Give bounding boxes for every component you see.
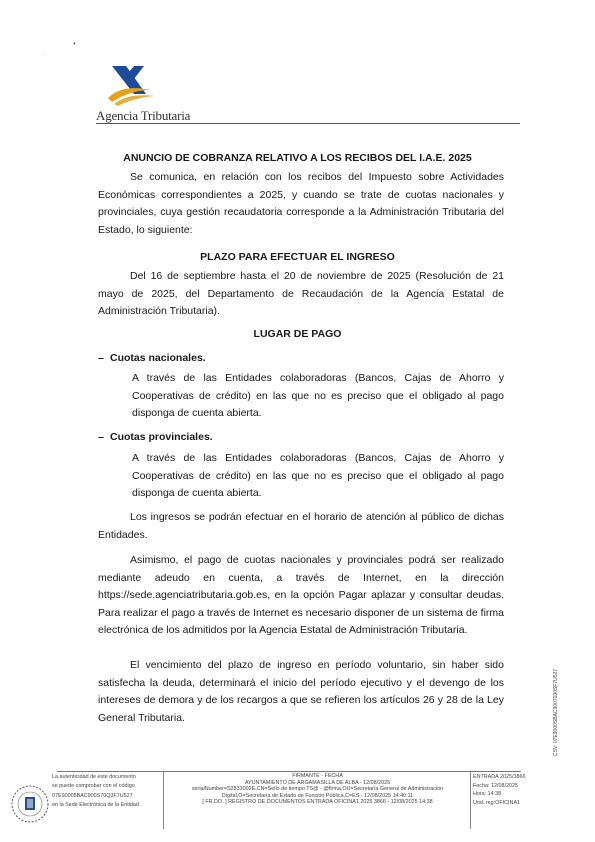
footer-verification-code: 07E90005BAC900S70Q3F7U527 — [52, 792, 133, 799]
footer-registry-date: Fecha: 12/08/2025 — [473, 782, 518, 789]
plazo-heading: PLAZO PARA EFECTUAR EL INGRESO — [200, 251, 395, 263]
footer-registry-time: Hora: 14:38 — [473, 791, 502, 798]
footer-signature-line: [ FR.DO. ] REGISTRO DE DOCUMENTOS ENTRADA OFICINA1 2025 3866 - 12/08/2025 14:38 — [202, 799, 433, 806]
seal-icon — [10, 784, 50, 824]
plazo-paragraph: Del 16 de septiembre hasta el 20 de noviembre de 2025 (Resolución de 21 mayo de 2025, del Departamento de Recaudación de la Agencia Estatal de Administración Tributaria). — [98, 270, 504, 317]
internet-paragraph: Asimismo, el pago de cuotas nacionales y provinciales podrá ser realizado mediante adeudo en cuenta, a través de Internet, en la dirección https://sede.agenciatributaria.gob.es, en la opción Pagar aplazar y consultar deudas. Para realizar el pago a través de Internet es necesario disponer de un sistema de firma electrónica de los admitidos por la Agencia Estatal de Administración Tributaria. — [98, 554, 504, 636]
footer-verification-line: se puede comprobar con el código — [52, 783, 135, 790]
footer-verification-line: en la Sede Electrónica de la Entidad — [52, 802, 139, 809]
bullet-cuotas-nacionales — [98, 352, 206, 364]
cuotas-nacionales-text: A través de las Entidades colaboradoras (Bancos, Cajas de Ahorro y Cooperativas de crédito) en las que no es preciso que el obligado al pago disponga de cuenta abierta. — [132, 372, 504, 419]
bullet-label: Cuotas nacionales. — [110, 352, 206, 364]
footer-signature-line: serialNumber=S2833002E,CN=Sello de tiempo TS@ - @firma,OU=Secretaría General de Administración — [191, 786, 444, 793]
bullet-label: Cuotas provinciales. — [110, 431, 213, 443]
footer-rule — [57, 771, 521, 772]
footer-registry — [473, 773, 535, 807]
footer-signature-line: Digital,O=Secretaría de Estado de Función Pública,C=ES - 12/08/2025 14:40:11 — [221, 792, 414, 799]
footer-registry-unit: Und. reg:OFICINA1 — [473, 799, 521, 806]
horario-paragraph: Los ingresos se podrán efectuar en el horario de atención al público de dichas Entidades. — [98, 511, 504, 541]
logo-text: Agencia Tributaria — [96, 108, 191, 123]
lugar-heading: LUGAR DE PAGO — [253, 328, 342, 340]
document-title: ANUNCIO DE COBRANZA RELATIVO A LOS RECIBOS DEL I.A.E. 2025 — [123, 152, 472, 164]
footer-divider — [470, 771, 471, 829]
csv-text: CSV: 07E9000SBAC9007030SF7U527 — [553, 668, 559, 756]
footer-signature-header: FIRMANTE - FECHA — [292, 773, 343, 779]
footer-divider — [163, 771, 164, 829]
dash-icon: – — [98, 352, 104, 364]
footer-signature-block — [165, 773, 470, 806]
intro-paragraph: Se comunica, en relación con los recibos del Impuesto sobre Actividades Económicas correspondientes a 2025, y cuando se trate de cuotas nacionales y provinciales, cuya gestión recaudatoria corresponde a la Administración Tributaria del Estado, lo siguiente: — [98, 171, 504, 236]
scan-speck: * — [73, 42, 76, 49]
scan-speck: , — [44, 50, 46, 55]
footer-verification — [52, 773, 162, 811]
csv-vertical-code — [548, 648, 562, 758]
footer-verification-line: La autenticidad de este documento — [52, 774, 136, 780]
agencia-tributaria-logo — [104, 64, 160, 108]
dash-icon: – — [98, 431, 104, 443]
bullet-cuotas-provinciales — [98, 431, 213, 443]
footer-signature-line: AYUNTAMIENTO DE ARGAMASILLA DE ALBA - 12/08/2025 — [244, 779, 391, 786]
footer-registry-entry: ENTRADA 2025/3866 — [473, 774, 526, 780]
logo-mark-icon — [104, 64, 160, 108]
cuotas-provinciales-text: A través de las Entidades colaboradoras (Bancos, Cajas de Ahorro y Cooperativas de crédito) en las que no es preciso que el obligado al pago disponga de cuenta abierta. — [132, 452, 504, 499]
header-rule — [96, 123, 520, 124]
vencimiento-paragraph: El vencimiento del plazo de ingreso en período voluntario, sin haber sido satisfecha la deuda, determinará el inicio del período ejecutivo y el devengo de los intereses de demora y de los recargos a que se refieren los artículos 26 y 28 de la Ley General Tributaria. — [98, 659, 504, 724]
